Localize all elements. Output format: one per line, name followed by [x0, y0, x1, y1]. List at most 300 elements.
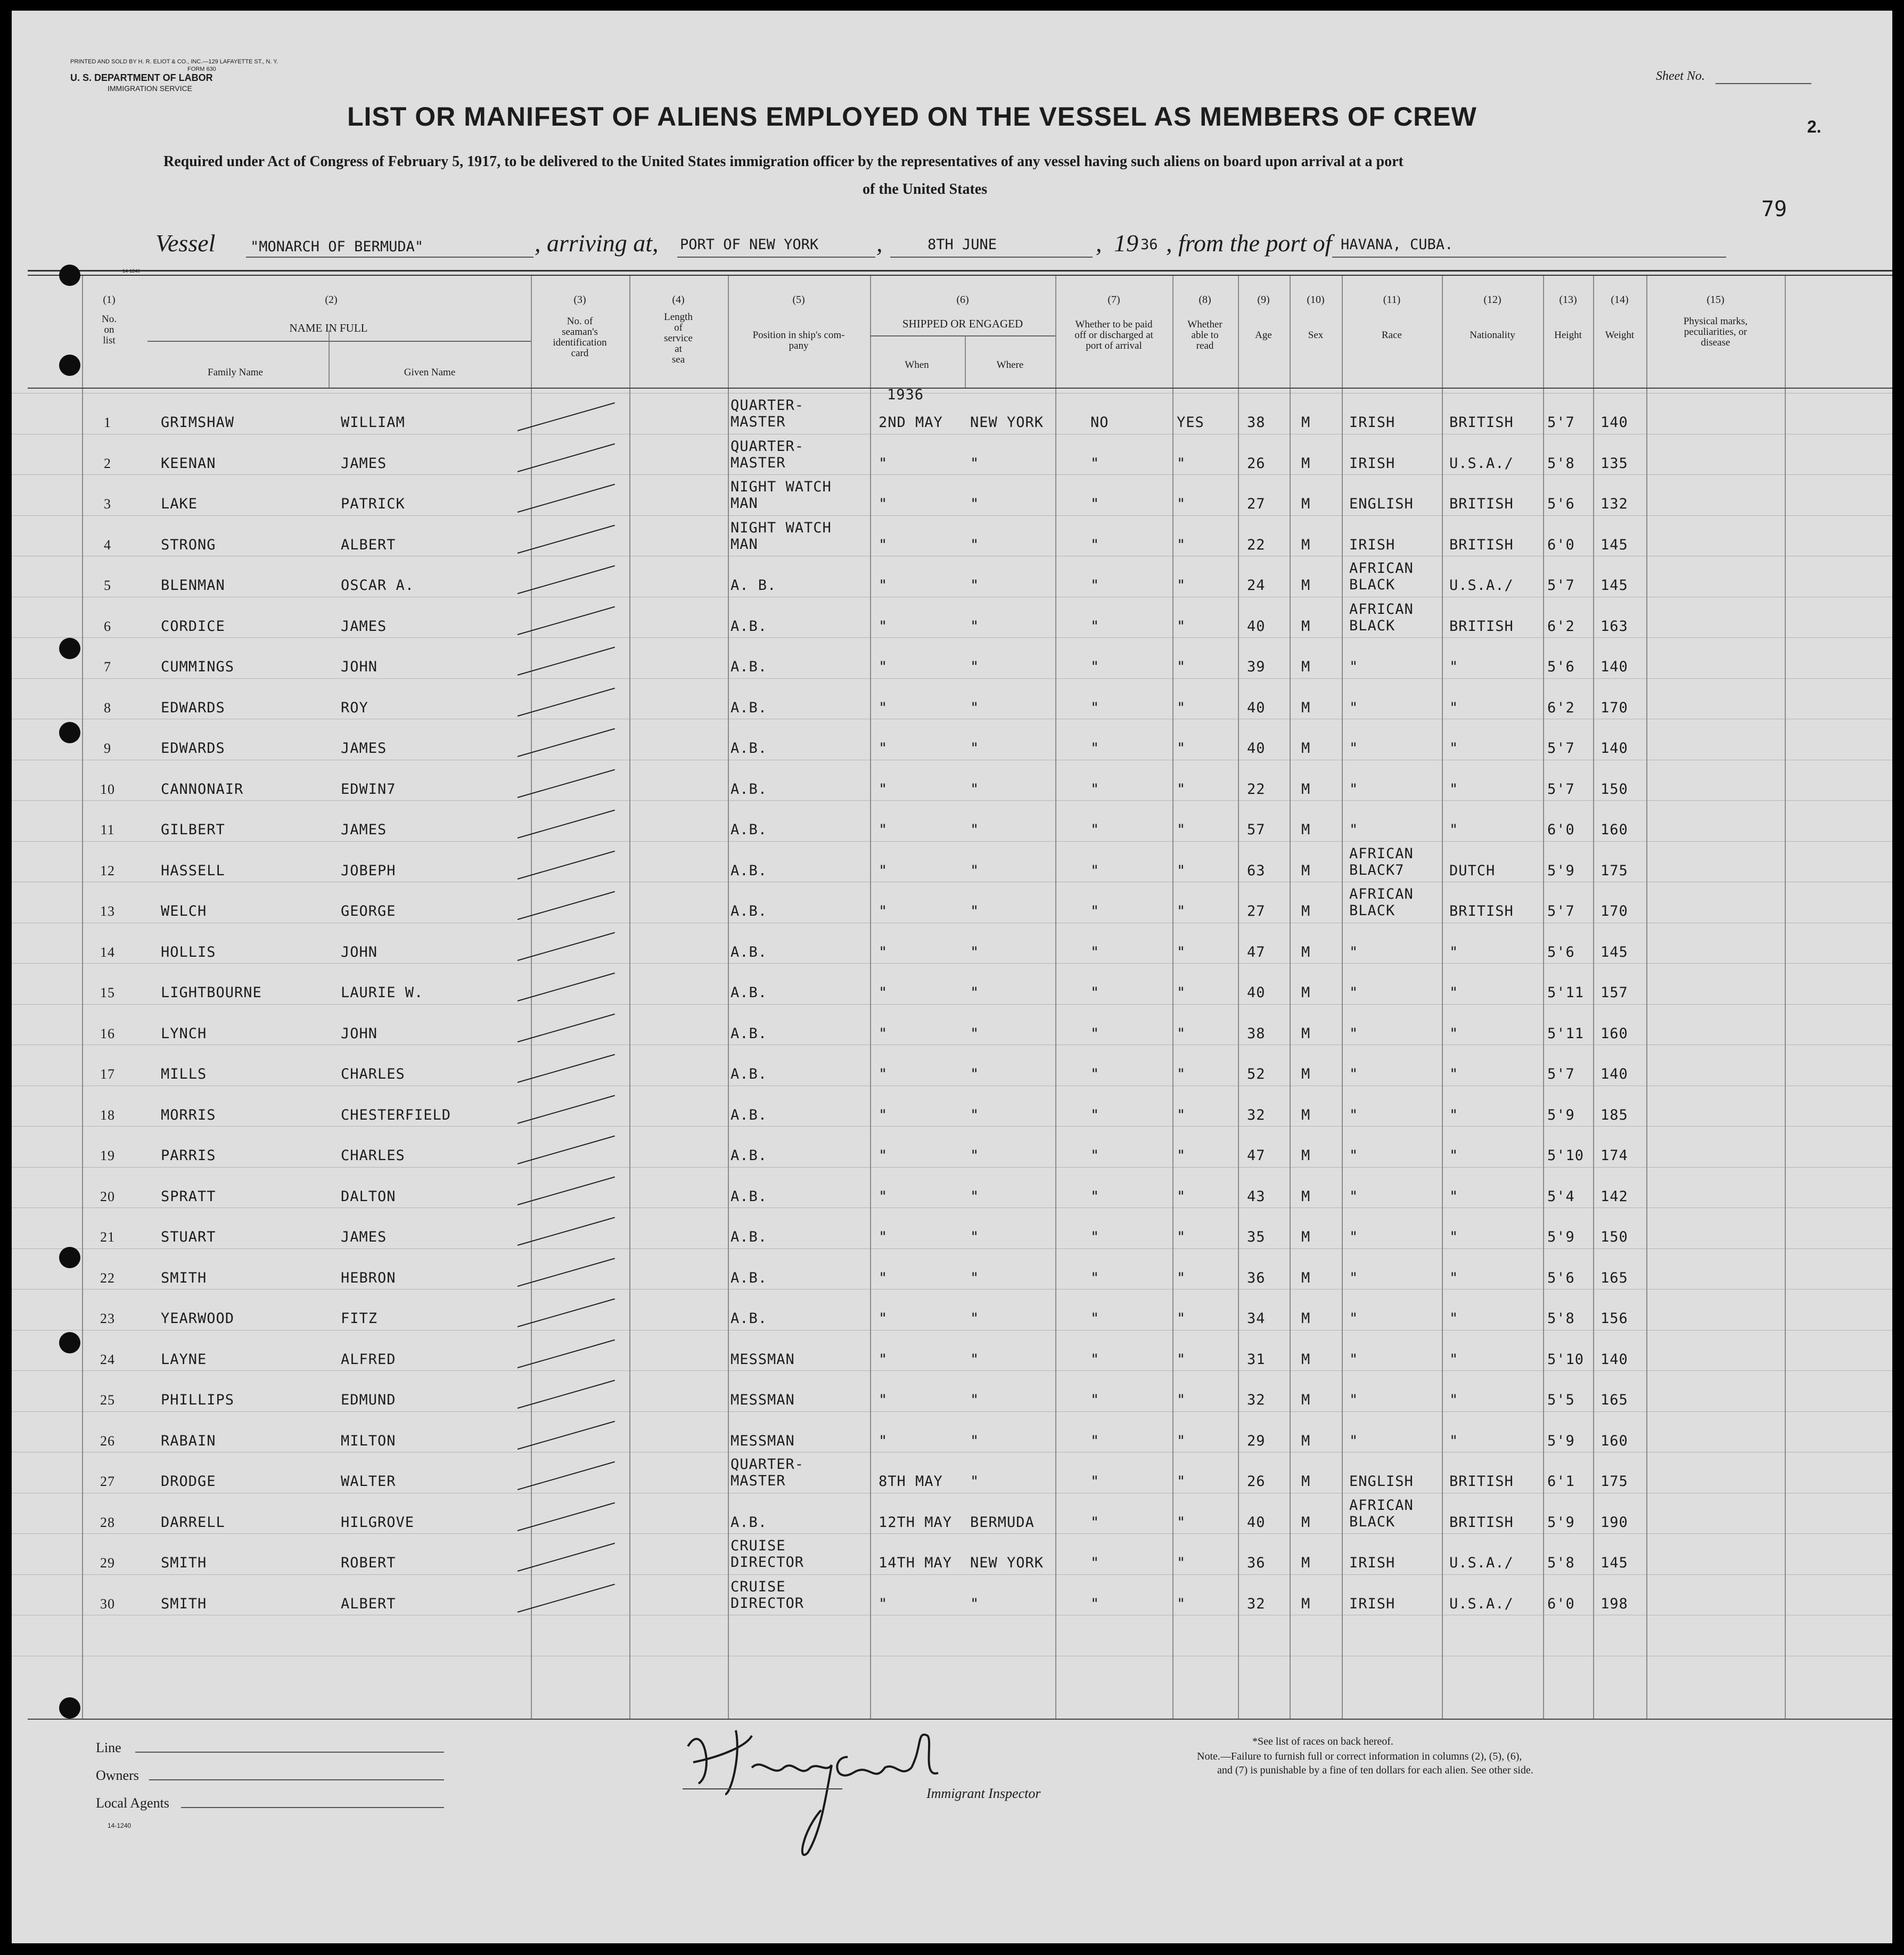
- cell-age: 40: [1247, 740, 1266, 757]
- ruled-line: [12, 1411, 1892, 1412]
- cell-race: ": [1349, 822, 1359, 838]
- cell-age: 40: [1247, 1514, 1266, 1531]
- cell-sex: M: [1301, 577, 1311, 594]
- cell-read: YES: [1177, 414, 1204, 431]
- cell-race: ": [1349, 944, 1359, 960]
- cell-when: ": [879, 618, 888, 635]
- cell-nationality: BRITISH: [1449, 496, 1514, 512]
- cell-family: RABAIN: [161, 1433, 216, 1449]
- cell-race: IRISH: [1349, 1596, 1396, 1612]
- cell-given: WALTER: [341, 1473, 396, 1490]
- cell-when: ": [879, 537, 888, 553]
- cell-sex: M: [1301, 740, 1311, 757]
- year-suffix: 36: [1140, 236, 1158, 253]
- cell-position: A. B.: [731, 577, 777, 594]
- cell-sex: M: [1301, 455, 1311, 472]
- cell-paid: ": [1090, 1188, 1100, 1205]
- cell-sex: M: [1301, 1188, 1311, 1205]
- cell-position: A.B.: [731, 1229, 768, 1245]
- cell-family: KEENAN: [161, 455, 216, 472]
- card-check-mark: [518, 1584, 615, 1613]
- table-top-rule: [28, 270, 1892, 272]
- col-header-nationality: Nationality: [1470, 330, 1515, 341]
- cell-no: 27: [100, 1474, 115, 1489]
- sheet-number-line: [1716, 83, 1811, 84]
- cell-where: ": [970, 1229, 980, 1245]
- cell-read: ": [1177, 1270, 1186, 1286]
- cell-no: 15: [100, 985, 115, 1000]
- cell-given: OSCAR A.: [341, 577, 415, 594]
- cell-family: PARRIS: [161, 1147, 216, 1164]
- cell-nationality: ": [1449, 1025, 1459, 1042]
- col-divider: [1172, 276, 1173, 1719]
- cell-given: CHARLES: [341, 1147, 405, 1164]
- printer-credit: PRINTED AND SOLD BY H. R. ELIOT & CO., INC.—129 LAFAYETTE ST., N. Y.: [70, 59, 278, 65]
- cell-paid: ": [1090, 862, 1100, 879]
- cell-given: ALFRED: [341, 1351, 396, 1368]
- cell-when: 8TH MAY: [879, 1473, 943, 1490]
- cell-read: ": [1177, 862, 1186, 879]
- col-divider: [965, 335, 966, 389]
- cell-given: JOHN: [341, 659, 378, 675]
- cell-where: ": [970, 1066, 980, 1082]
- col-header-height: Height: [1554, 330, 1582, 341]
- cell-race: IRISH: [1349, 414, 1396, 431]
- ruled-line: [12, 800, 1892, 801]
- cell-age: 43: [1247, 1188, 1266, 1205]
- cell-when: 14TH MAY: [879, 1555, 953, 1571]
- cell-paid: ": [1090, 577, 1100, 594]
- cell-no: 5: [104, 578, 111, 593]
- cell-when: ": [879, 1066, 888, 1082]
- cell-family: MILLS: [161, 1066, 207, 1082]
- inspector-label: Immigrant Inspector: [926, 1786, 1041, 1801]
- card-check-mark: [518, 810, 615, 839]
- cell-no: 29: [100, 1555, 115, 1571]
- cell-race: ": [1349, 1270, 1359, 1286]
- cell-read: ": [1177, 496, 1186, 512]
- cell-age: 22: [1247, 781, 1266, 798]
- cell-no: 30: [100, 1596, 115, 1612]
- cell-no: 25: [100, 1392, 115, 1408]
- cell-family: PHILLIPS: [161, 1392, 235, 1408]
- cell-no: 4: [104, 537, 111, 553]
- cell-where: ": [970, 862, 980, 879]
- col-divider: [1342, 276, 1343, 1719]
- card-check-mark: [518, 565, 615, 594]
- date-underline: [890, 257, 1093, 258]
- card-check-mark: [518, 1461, 615, 1490]
- cell-family: HOLLIS: [161, 944, 216, 960]
- cell-weight: 170: [1601, 700, 1628, 716]
- cell-position: A.B.: [731, 1025, 768, 1042]
- cell-family: CUMMINGS: [161, 659, 235, 675]
- cell-paid: ": [1090, 1596, 1100, 1612]
- cell-given: HILGROVE: [341, 1514, 415, 1531]
- cell-given: ALBERT: [341, 537, 396, 553]
- cell-weight: 185: [1601, 1107, 1628, 1123]
- cell-age: 39: [1247, 659, 1266, 675]
- col-num: (11): [1383, 294, 1401, 306]
- cell-where: ": [970, 1270, 980, 1286]
- cell-no: 11: [100, 822, 115, 837]
- year-note: 1936: [887, 387, 924, 403]
- cell-race: AFRICAN BLACK7: [1349, 845, 1414, 878]
- cell-nationality: ": [1449, 1066, 1459, 1082]
- cell-nationality: U.S.A./: [1449, 1555, 1514, 1571]
- cell-given: GEORGE: [341, 903, 396, 919]
- col-header-paid-off: Whether to be paid off or discharged at port of arrival: [1074, 319, 1153, 351]
- cell-sex: M: [1301, 1596, 1311, 1612]
- line-underline: [135, 1752, 444, 1753]
- cell-family: WELCH: [161, 903, 207, 919]
- cell-when: ": [879, 455, 888, 472]
- cell-height: 5'7: [1547, 740, 1575, 757]
- cell-when: ": [879, 1270, 888, 1286]
- cell-position: QUARTER- MASTER: [731, 438, 805, 471]
- cell-no: 19: [100, 1148, 115, 1163]
- manifest-page: [12, 11, 1892, 1943]
- cell-where: ": [970, 1188, 980, 1205]
- cell-paid: ": [1090, 1107, 1100, 1123]
- cell-where: ": [970, 1392, 980, 1408]
- card-check-mark: [518, 932, 615, 961]
- cell-where: ": [970, 984, 980, 1001]
- cell-sex: M: [1301, 618, 1311, 635]
- cell-when: ": [879, 1188, 888, 1205]
- cell-read: ": [1177, 577, 1186, 594]
- cell-position: QUARTER- MASTER: [731, 397, 805, 430]
- cell-no: 8: [104, 700, 111, 716]
- cell-family: CANNONAIR: [161, 781, 244, 798]
- cell-sex: M: [1301, 1025, 1311, 1042]
- cell-when: ": [879, 1107, 888, 1123]
- cell-position: A.B.: [731, 1107, 768, 1123]
- cell-nationality: BRITISH: [1449, 618, 1514, 635]
- ruled-line: [12, 1574, 1892, 1575]
- comma-2: ,: [1096, 229, 1102, 257]
- cell-where: ": [970, 496, 980, 512]
- cell-given: CHESTERFIELD: [341, 1107, 452, 1123]
- comma-1: ,: [876, 229, 883, 257]
- cell-given: HEBRON: [341, 1270, 396, 1286]
- card-check-mark: [518, 402, 615, 431]
- cell-nationality: ": [1449, 1310, 1459, 1327]
- cell-no: 1: [104, 415, 111, 430]
- cell-weight: 140: [1601, 1351, 1628, 1368]
- cell-read: ": [1177, 1310, 1186, 1327]
- ruled-line: [12, 678, 1892, 679]
- cell-race: AFRICAN BLACK: [1349, 601, 1414, 634]
- cell-nationality: U.S.A./: [1449, 577, 1514, 594]
- cell-paid: ": [1090, 1392, 1100, 1408]
- card-check-mark: [518, 1136, 615, 1164]
- cell-height: 6'1: [1547, 1473, 1575, 1490]
- cell-weight: 165: [1601, 1270, 1628, 1286]
- col-header-name: NAME IN FULL: [289, 322, 368, 334]
- col-header-weight: Weight: [1605, 330, 1635, 341]
- cell-weight: 198: [1601, 1596, 1628, 1612]
- cell-no: 20: [100, 1189, 115, 1204]
- cell-race: ": [1349, 1229, 1359, 1245]
- cell-sex: M: [1301, 862, 1311, 879]
- cell-height: 6'2: [1547, 618, 1575, 635]
- cell-read: ": [1177, 1473, 1186, 1490]
- cell-height: 5'7: [1547, 781, 1575, 798]
- from-port-label: , from the port of: [1166, 229, 1332, 257]
- cell-family: EDWARDS: [161, 740, 225, 757]
- col-divider: [1543, 276, 1544, 1719]
- ruled-line: [12, 637, 1892, 638]
- cell-read: ": [1177, 740, 1186, 757]
- cell-height: 5'9: [1547, 862, 1575, 879]
- col-header-position: Position in ship's com- pany: [752, 330, 845, 351]
- cell-given: ALBERT: [341, 1596, 396, 1612]
- cell-weight: 145: [1601, 1555, 1628, 1571]
- cell-no: 10: [100, 782, 115, 797]
- ruled-line: [12, 1167, 1892, 1168]
- cell-weight: 140: [1601, 414, 1628, 431]
- col-header-service: Length of service at sea: [664, 311, 693, 365]
- cell-weight: 175: [1601, 862, 1628, 879]
- cell-nationality: BRITISH: [1449, 903, 1514, 919]
- cell-race: AFRICAN BLACK: [1349, 1497, 1414, 1530]
- col-header-family: Family Name: [208, 367, 263, 378]
- cell-when: ": [879, 577, 888, 594]
- cell-nationality: ": [1449, 740, 1459, 757]
- cell-given: PATRICK: [341, 496, 405, 512]
- cell-family: SMITH: [161, 1270, 207, 1286]
- page-title: LIST OR MANIFEST OF ALIENS EMPLOYED ON THE VESSEL AS MEMBERS OF CREW: [347, 102, 1477, 132]
- binder-hole: [59, 1332, 80, 1353]
- port-underline: [677, 257, 875, 258]
- cell-paid: ": [1090, 1351, 1100, 1368]
- cell-paid: ": [1090, 455, 1100, 472]
- cell-race: ": [1349, 1392, 1359, 1408]
- cell-position: A.B.: [731, 1514, 768, 1531]
- cell-family: GILBERT: [161, 822, 225, 838]
- cell-position: CRUISE DIRECTOR: [731, 1579, 805, 1612]
- card-check-mark: [518, 606, 615, 635]
- cell-weight: 156: [1601, 1310, 1628, 1327]
- col-header-no: No. on list: [102, 314, 117, 346]
- cell-age: 63: [1247, 862, 1266, 879]
- cell-family: CORDICE: [161, 618, 225, 635]
- cell-height: 5'4: [1547, 1188, 1575, 1205]
- ruled-line: [12, 1370, 1892, 1371]
- cell-position: A.B.: [731, 1147, 768, 1164]
- cell-paid: ": [1090, 1555, 1100, 1571]
- cell-read: ": [1177, 1229, 1186, 1245]
- cell-height: 5'9: [1547, 1229, 1575, 1245]
- page-mark: 2.: [1807, 117, 1821, 136]
- cell-where: ": [970, 1596, 980, 1612]
- vessel-name: "MONARCH OF BERMUDA": [250, 239, 424, 255]
- cell-no: 28: [100, 1515, 115, 1530]
- cell-where: ": [970, 618, 980, 635]
- cell-nationality: U.S.A./: [1449, 1596, 1514, 1612]
- cell-family: SMITH: [161, 1596, 207, 1612]
- cell-weight: 142: [1601, 1188, 1628, 1205]
- ruled-line: [12, 1533, 1892, 1534]
- cell-where: ": [970, 944, 980, 960]
- cell-paid: ": [1090, 740, 1100, 757]
- cell-height: 5'10: [1547, 1351, 1585, 1368]
- binder-hole: [59, 1697, 80, 1719]
- cell-where: ": [970, 1147, 980, 1164]
- cell-read: ": [1177, 1188, 1186, 1205]
- cell-position: A.B.: [731, 618, 768, 635]
- cell-paid: ": [1090, 781, 1100, 798]
- cell-no: 12: [100, 863, 115, 878]
- cell-sex: M: [1301, 537, 1311, 553]
- cell-position: A.B.: [731, 1310, 768, 1327]
- table-top-rule-2: [28, 275, 1892, 276]
- cell-given: JAMES: [341, 740, 387, 757]
- cell-age: 47: [1247, 1147, 1266, 1164]
- subtitle-line-2: of the United States: [863, 181, 988, 198]
- card-check-mark: [518, 688, 615, 717]
- cell-nationality: ": [1449, 1392, 1459, 1408]
- cell-where: BERMUDA: [970, 1514, 1035, 1531]
- cell-read: ": [1177, 618, 1186, 635]
- cell-height: 5'9: [1547, 1433, 1575, 1449]
- col-header-physical: Physical marks, peculiarities, or disease: [1683, 316, 1748, 348]
- ruled-line: [12, 841, 1892, 842]
- cell-no: 21: [100, 1229, 115, 1245]
- cell-where: ": [970, 740, 980, 757]
- cell-paid: ": [1090, 1310, 1100, 1327]
- cell-when: ": [879, 781, 888, 798]
- cell-paid: ": [1090, 1025, 1100, 1042]
- cell-no: 17: [100, 1066, 115, 1082]
- cell-given: JAMES: [341, 1229, 387, 1245]
- binder-hole: [59, 638, 80, 659]
- cell-age: 29: [1247, 1433, 1266, 1449]
- cell-nationality: BRITISH: [1449, 1514, 1514, 1531]
- binder-hole: [59, 1247, 80, 1268]
- cell-age: 40: [1247, 618, 1266, 635]
- cell-sex: M: [1301, 1310, 1311, 1327]
- cell-where: ": [970, 455, 980, 472]
- col-num: (10): [1307, 294, 1325, 306]
- cell-when: 12TH MAY: [879, 1514, 953, 1531]
- col-num: (2): [325, 294, 338, 306]
- cell-age: 57: [1247, 822, 1266, 838]
- cell-no: 26: [100, 1433, 115, 1449]
- cell-paid: ": [1090, 496, 1100, 512]
- cell-sex: M: [1301, 781, 1311, 798]
- card-check-mark: [518, 1299, 615, 1327]
- cell-given: JAMES: [341, 455, 387, 472]
- cell-height: 5'7: [1547, 577, 1575, 594]
- cell-when: ": [879, 862, 888, 879]
- cell-given: JOHN: [341, 944, 378, 960]
- cell-where: ": [970, 903, 980, 919]
- cell-height: 5'7: [1547, 414, 1575, 431]
- cell-read: ": [1177, 1433, 1186, 1449]
- cell-nationality: ": [1449, 1188, 1459, 1205]
- cell-sex: M: [1301, 984, 1311, 1001]
- shipped-subheader-rule: [870, 335, 1055, 336]
- form-code-top: 14-1240: [122, 268, 141, 274]
- cell-height: 5'6: [1547, 1270, 1575, 1286]
- line-label: Line: [96, 1740, 121, 1755]
- cell-where: NEW YORK: [970, 414, 1044, 431]
- cell-family: LAYNE: [161, 1351, 207, 1368]
- cell-weight: 175: [1601, 1473, 1628, 1490]
- cell-family: LIGHTBOURNE: [161, 984, 262, 1001]
- cell-where: ": [970, 822, 980, 838]
- cell-nationality: ": [1449, 822, 1459, 838]
- col-header-shipped: SHIPPED OR ENGAGED: [902, 317, 1023, 330]
- card-check-mark: [518, 769, 615, 798]
- col-divider: [329, 330, 330, 389]
- cell-race: AFRICAN BLACK: [1349, 886, 1414, 919]
- cell-position: MESSMAN: [731, 1351, 795, 1368]
- agents-underline: [181, 1807, 444, 1808]
- col-divider: [1646, 276, 1647, 1719]
- cell-read: ": [1177, 1147, 1186, 1164]
- cell-position: A.B.: [731, 944, 768, 960]
- col-header-given: Given Name: [404, 367, 456, 378]
- ruled-line: [12, 1126, 1892, 1127]
- cell-no: 24: [100, 1352, 115, 1367]
- cell-read: ": [1177, 659, 1186, 675]
- cell-race: ": [1349, 1147, 1359, 1164]
- cell-paid: NO: [1090, 414, 1109, 431]
- card-check-mark: [518, 1421, 615, 1450]
- col-num: (6): [956, 294, 969, 306]
- col-divider: [82, 276, 83, 1719]
- cell-weight: 160: [1601, 822, 1628, 838]
- arrival-port: PORT OF NEW YORK: [680, 236, 819, 253]
- cell-sex: M: [1301, 700, 1311, 716]
- cell-age: 27: [1247, 496, 1266, 512]
- cell-when: ": [879, 1025, 888, 1042]
- cell-nationality: ": [1449, 984, 1459, 1001]
- cell-when: ": [879, 1310, 888, 1327]
- cell-sex: M: [1301, 496, 1311, 512]
- cell-weight: 145: [1601, 577, 1628, 594]
- cell-age: 31: [1247, 1351, 1266, 1368]
- ruled-line: [12, 1248, 1892, 1249]
- cell-no: 3: [104, 496, 111, 512]
- cell-height: 5'11: [1547, 1025, 1585, 1042]
- cell-weight: 140: [1601, 1066, 1628, 1082]
- cell-when: ": [879, 1392, 888, 1408]
- cell-no: 7: [104, 659, 111, 675]
- cell-read: ": [1177, 781, 1186, 798]
- cell-family: LAKE: [161, 496, 198, 512]
- cell-read: ": [1177, 984, 1186, 1001]
- cell-sex: M: [1301, 1514, 1311, 1531]
- cell-family: HASSELL: [161, 862, 225, 879]
- cell-height: 5'6: [1547, 496, 1575, 512]
- ruled-line: [12, 963, 1892, 964]
- col-num: (3): [573, 294, 586, 306]
- cell-age: 40: [1247, 700, 1266, 716]
- cell-read: ": [1177, 1107, 1186, 1123]
- cell-no: 9: [104, 741, 111, 756]
- cell-race: AFRICAN BLACK: [1349, 560, 1414, 593]
- cell-age: 32: [1247, 1596, 1266, 1612]
- cell-when: ": [879, 1351, 888, 1368]
- cell-read: ": [1177, 700, 1186, 716]
- cell-paid: ": [1090, 537, 1100, 553]
- cell-where: ": [970, 1473, 980, 1490]
- cell-sex: M: [1301, 1107, 1311, 1123]
